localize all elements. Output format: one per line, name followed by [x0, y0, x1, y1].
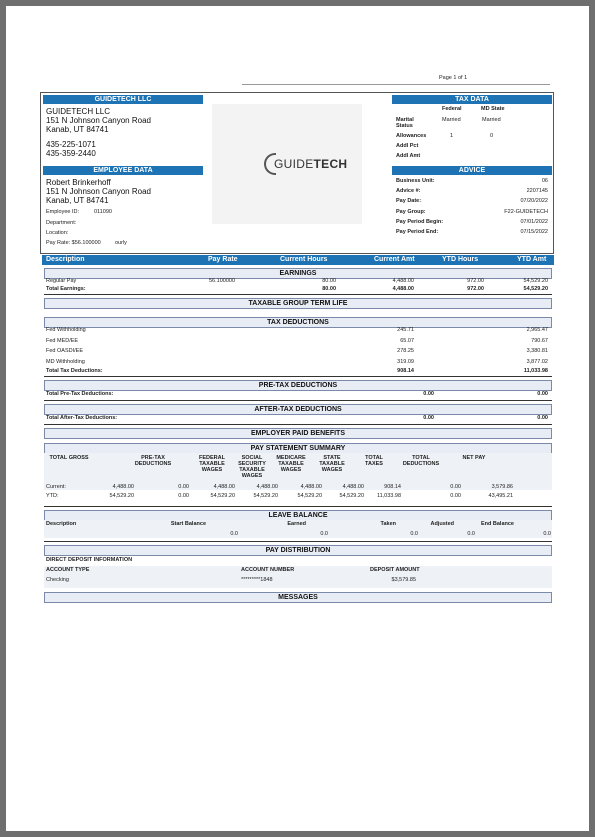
employee-address2: Kanab, UT 84741 — [46, 196, 109, 205]
earnings-total-row — [44, 286, 552, 293]
department-label: Department: — [46, 220, 77, 226]
summary-current-label: Current: — [46, 484, 66, 490]
logo-text-tech: TECH — [313, 157, 348, 171]
col-current-amt: Current Amt — [374, 256, 415, 263]
tax-ytd: 2,965.47 — [526, 327, 548, 333]
summary-current-value: 4,488.00 — [342, 484, 364, 490]
distribution-account-type: Checking — [46, 577, 69, 583]
earning-desc: Regular Pay — [46, 278, 77, 284]
earnings-section-title: EARNINGS — [44, 268, 552, 279]
summary-current-value: 4,488.00 — [256, 484, 278, 490]
advice-value: 07/20/2022 — [520, 198, 548, 205]
tax-deduction-row — [44, 327, 552, 334]
aftertax-total-amt: 0.00 — [423, 415, 434, 421]
earning-desc: Total Earnings: — [46, 286, 86, 292]
earning-rate: 56.100000 — [209, 278, 235, 284]
aftertax-total-row — [44, 415, 552, 422]
tax-col-federal: Federal — [442, 106, 462, 112]
earning-ytd-hours: 972.00 — [467, 278, 484, 284]
employee-id-value: 011090 — [94, 209, 112, 215]
aftertax-rule — [44, 424, 552, 425]
pay-stub-page — [6, 6, 589, 831]
group-term-life-title: TAXABLE GROUP TERM LIFE — [44, 298, 552, 309]
leave-col-header: End Balance — [480, 521, 514, 527]
summary-col-header: PRE-TAX DEDUCTIONS — [134, 455, 172, 467]
leave-value: 0.0 — [320, 531, 328, 537]
advice-label: Advice #: — [396, 188, 421, 195]
addl-amt-label: Addl Amt — [396, 153, 421, 159]
earning-ytd-hours: 972.00 — [467, 286, 484, 292]
earning-ytd-amt: 54,529.20 — [523, 278, 548, 284]
tax-ytd: 11,033.98 — [523, 368, 548, 374]
advice-label: Pay Period End: — [396, 229, 439, 235]
leave-value: 0.0 — [230, 531, 238, 537]
employee-header: EMPLOYEE DATA — [43, 166, 203, 175]
marital-label-2: Status — [396, 123, 413, 129]
tax-amt: 908.14 — [397, 368, 414, 374]
advice-header: ADVICE — [392, 166, 552, 175]
tax-amt: 65.07 — [400, 337, 414, 344]
messages-title: MESSAGES — [44, 592, 552, 603]
summary-title: PAY STATEMENT SUMMARY — [44, 443, 552, 454]
earning-hours: 80.00 — [322, 286, 336, 292]
leave-rule — [44, 541, 552, 542]
pretax-total-amt: 0.00 — [423, 391, 434, 397]
tax-amt: 319.09 — [397, 358, 414, 365]
col-current-hours: Current Hours — [280, 256, 328, 263]
employee-name: Robert Brinkerhoff — [46, 178, 111, 187]
tax-ytd: 3,877.02 — [526, 358, 548, 365]
company-address1: 151 N Johnson Canyon Road — [46, 116, 151, 125]
summary-ytd-value: 54,529.20 — [339, 493, 364, 499]
earnings-row — [44, 278, 552, 285]
summary-current-value: 3,579.86 — [491, 484, 513, 490]
col-ytd-amt: YTD Amt — [517, 256, 547, 263]
employee-address1: 151 N Johnson Canyon Road — [46, 187, 151, 196]
advice-value: 2207145 — [526, 188, 548, 195]
company-header: GUIDETECH LLC — [43, 95, 203, 104]
distribution-deposit-amount: $3,579.85 — [391, 577, 416, 583]
distribution-col-header: ACCOUNT NUMBER — [241, 567, 295, 573]
column-header-bar — [42, 255, 554, 265]
summary-ytd-value: 54,529.20 — [210, 493, 235, 499]
tax-deduction-row — [44, 338, 552, 345]
marital-state: Married — [482, 117, 501, 123]
tax-data-header: TAX DATA — [392, 95, 552, 104]
company-phone2: 435-359-2440 — [46, 149, 96, 158]
logo-wordmark — [274, 158, 347, 170]
leave-col-header: Taken — [380, 521, 396, 527]
advice-label: Pay Period Begin: — [396, 218, 444, 225]
page-label: Page 1 of 1 — [439, 75, 468, 81]
leave-col-header: Earned — [287, 521, 306, 527]
leave-col-header: Adjusted — [430, 521, 454, 527]
distribution-col-header: ACCOUNT TYPE — [46, 567, 90, 573]
col-pay-rate: Pay Rate — [208, 256, 238, 263]
company-phone1: 435-225-1071 — [46, 140, 96, 149]
tax-desc: Fed MED/EE — [46, 337, 79, 344]
pretax-rule — [44, 400, 552, 401]
tax-desc: MD Withholding — [46, 358, 85, 365]
summary-col-header: TOTAL TAXES — [365, 455, 383, 467]
advice-value: 07/15/2022 — [520, 229, 548, 235]
distribution-table-bg — [44, 566, 552, 588]
leave-value: 0.0 — [543, 531, 551, 537]
summary-col-header: SOCIAL SECURITY TAXABLE WAGES — [238, 455, 266, 479]
advice-value: 06 — [541, 178, 548, 184]
summary-current-value: 908.14 — [384, 484, 401, 490]
tax-total-row — [44, 368, 552, 375]
summary-col-header: NET PAY — [462, 455, 486, 461]
earning-amt: 4,488.00 — [392, 286, 414, 292]
earning-ytd-amt: 54,529.20 — [523, 286, 548, 292]
company-logo — [212, 104, 362, 224]
advice-value: 07/01/2022 — [520, 218, 548, 225]
marital-label: Marital — [396, 117, 414, 123]
tax-col-state: MD State — [481, 106, 505, 112]
aftertax-total-label: Total After-Tax Deductions: — [46, 415, 118, 421]
summary-ytd-value: 0.00 — [450, 493, 461, 499]
summary-ytd-value: 54,529.20 — [109, 493, 134, 499]
distribution-title: PAY DISTRIBUTION — [44, 545, 552, 556]
tax-desc: Fed Withholding — [46, 327, 86, 333]
summary-ytd-label: YTD: — [46, 493, 59, 499]
advice-label: Business Unit: — [396, 178, 435, 184]
leave-value: 0.0 — [410, 531, 418, 537]
company-name: GUIDETECH LLC — [46, 107, 111, 116]
tax-deductions-title: TAX DEDUCTIONS — [44, 317, 552, 328]
advice-label: Pay Date: — [396, 198, 422, 205]
advice-label: Pay Group: — [396, 208, 426, 215]
aftertax-title: AFTER-TAX DEDUCTIONS — [44, 404, 552, 415]
earning-hours: 80.00 — [322, 278, 336, 284]
marital-federal: Married — [442, 117, 461, 123]
tax-ytd: 3,380.81 — [526, 348, 548, 354]
pay-rate-suffix: ourly — [115, 240, 127, 246]
summary-current-value: 4,488.00 — [300, 484, 322, 490]
summary-current-value: 0.00 — [450, 484, 461, 490]
tax-ytd: 790.67 — [531, 337, 548, 344]
tax-rule — [44, 376, 552, 377]
allowances-label: Allowances — [396, 133, 427, 139]
company-address2: Kanab, UT 84741 — [46, 125, 109, 134]
col-ytd-hours: YTD Hours — [442, 256, 479, 263]
summary-col-header: MEDICARE TAXABLE WAGES — [276, 455, 306, 473]
advice-value: F22-GUIDETECH — [504, 208, 548, 215]
tax-desc: Total Tax Deductions: — [46, 368, 103, 374]
earnings-rule — [44, 294, 552, 295]
leave-value: 0.0 — [467, 531, 475, 537]
summary-rule — [44, 506, 552, 507]
summary-col-header: TOTAL DEDUCTIONS — [402, 455, 440, 467]
top-rule — [242, 84, 550, 85]
col-description: Description — [46, 256, 85, 263]
leave-col-header: Start Balance — [170, 521, 206, 527]
pretax-total-ytd: 0.00 — [537, 391, 548, 397]
tax-desc: Fed OASDI/EE — [46, 348, 83, 354]
aftertax-total-ytd: 0.00 — [537, 415, 548, 421]
summary-ytd-value: 43,495.21 — [488, 493, 513, 499]
tax-amt: 278.25 — [397, 348, 414, 354]
distribution-account-number: *********1848 — [241, 577, 273, 583]
summary-col-header: TOTAL GROSS — [49, 455, 89, 461]
tax-amt: 245.71 — [397, 327, 414, 333]
logo-text-guide: GUIDE — [274, 157, 314, 171]
addl-pct-label: Addl Pct — [396, 143, 419, 149]
tax-deduction-row — [44, 348, 552, 355]
summary-col-header: STATE TAXABLE WAGES — [319, 455, 345, 473]
leave-title: LEAVE BALANCE — [44, 510, 552, 521]
pay-rate-label: Pay Rate: $56.100000 — [46, 240, 101, 246]
allowances-state: 0 — [490, 133, 494, 139]
summary-ytd-value: 11,033.98 — [376, 493, 401, 499]
summary-current-value: 4,488.00 — [112, 484, 134, 490]
summary-ytd-value: 54,529.20 — [297, 493, 322, 499]
location-label: Location: — [46, 230, 69, 236]
summary-current-value: 0.00 — [178, 484, 189, 490]
pretax-total-label: Total Pre-Tax Deductions: — [46, 391, 114, 397]
earning-amt: 4,488.00 — [392, 278, 414, 284]
pretax-total-row — [44, 391, 552, 398]
summary-current-value: 4,488.00 — [213, 484, 235, 490]
distribution-subtitle: DIRECT DEPOSIT INFORMATION — [46, 557, 133, 563]
pretax-title: PRE-TAX DEDUCTIONS — [44, 380, 552, 391]
summary-ytd-value: 0.00 — [178, 493, 189, 499]
leave-col-header: Description — [46, 521, 77, 527]
summary-ytd-value: 54,529.20 — [253, 493, 278, 499]
employer-benefits-title: EMPLOYER PAID BENEFITS — [44, 428, 552, 439]
employee-id-label: Employee ID: — [46, 209, 80, 215]
summary-col-header: FEDERAL TAXABLE WAGES — [199, 455, 225, 473]
allowances-federal: 1 — [450, 133, 454, 139]
tax-deduction-row — [44, 359, 552, 366]
distribution-col-header: DEPOSIT AMOUNT — [370, 567, 420, 573]
